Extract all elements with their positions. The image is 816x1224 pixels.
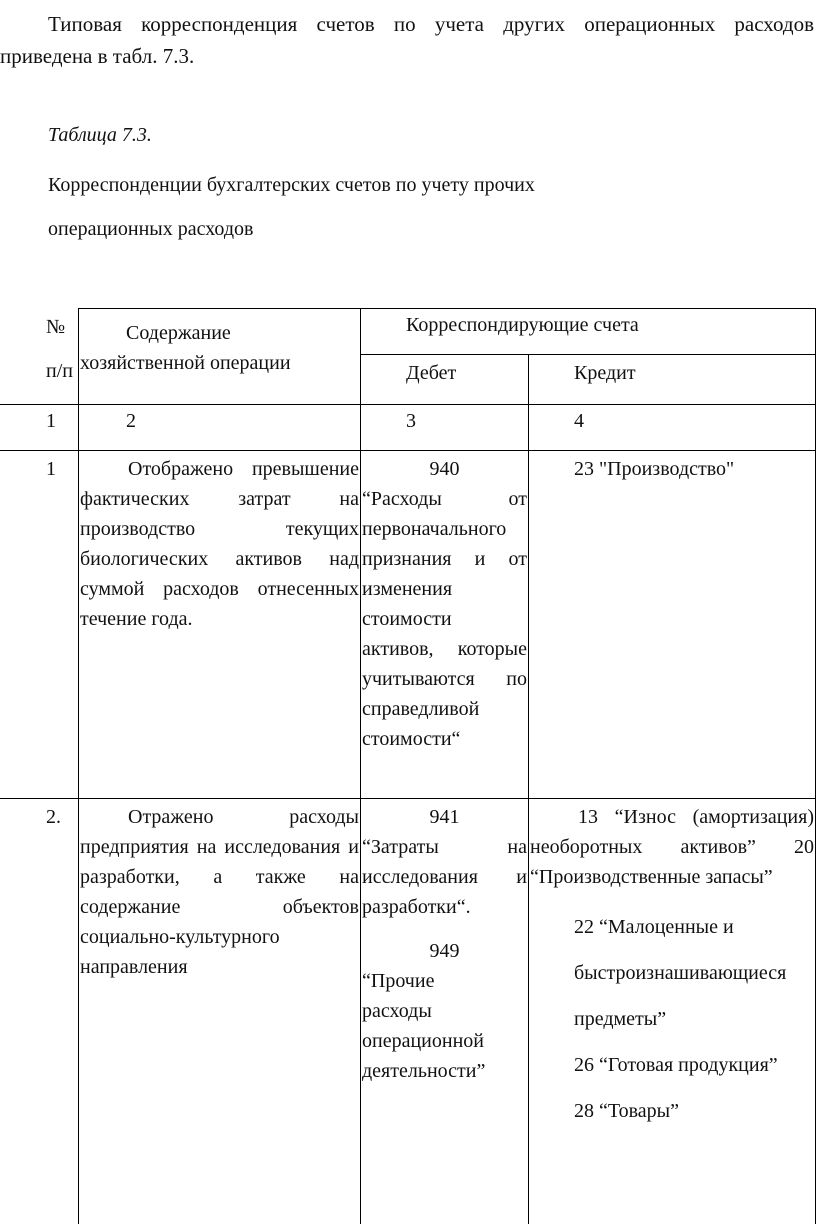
row1-credit: 23 "Производство" xyxy=(574,458,735,480)
col-divider-2 xyxy=(360,308,361,1224)
table-top-border xyxy=(78,308,816,309)
row1-bottom-border xyxy=(0,798,816,799)
accounts-header-divider xyxy=(360,354,816,355)
row2-debit-text-2: “Прочие расходы операционной деятельности” xyxy=(362,970,486,1082)
row2-debit-text-1: “Затраты на исследования и разработки“. xyxy=(362,836,527,918)
row2-credit-block: 13 “Износ (амортизация) необоротных активов” 20 “Производственные запасы” xyxy=(530,806,814,888)
header-debit: Дебет xyxy=(406,362,457,384)
intro-line-1: Типовая корреспонденция счетов по учета других операционных расходов xyxy=(48,12,814,36)
header-bottom-border xyxy=(0,404,816,405)
row2-credit-item-1: 22 “Малоценные и быстроизнашивающиеся предметы” xyxy=(574,916,787,1030)
header-content-line-2: хозяйственной операции xyxy=(80,352,291,374)
header-credit: Кредит xyxy=(574,362,636,384)
row2-credit-list xyxy=(574,904,814,1134)
colnum-3: 3 xyxy=(406,410,416,432)
colnum-4: 4 xyxy=(574,410,584,432)
row2-credit-item-2: 26 “Готовая продукция” xyxy=(574,1054,778,1076)
header-num-pp: п/п xyxy=(46,360,73,382)
header-num-sign: № xyxy=(46,316,66,338)
row1-debit xyxy=(362,454,527,754)
col-divider-3 xyxy=(528,354,529,1224)
intro-paragraph xyxy=(0,8,814,72)
row2-debit-code-1: 941 xyxy=(429,806,460,828)
col-divider-1 xyxy=(78,308,79,1224)
header-accounts: Корреспондирующие счета xyxy=(406,314,639,336)
row1-debit-code: 940 xyxy=(429,458,460,480)
colnum-1: 1 xyxy=(46,410,56,432)
row1-content: Отображено превышение фактических затрат на производство текущих биологических активов над суммой расходов отнесенных течение года. xyxy=(80,458,359,630)
intro-line-2: приведена в табл. 7.3. xyxy=(0,44,195,68)
row1-num: 1 xyxy=(46,458,56,480)
row1-debit-text: “Расходы от первоначального признания и от изменения стоимости активов, которые учитываются по справедливой стоимости“ xyxy=(362,488,527,750)
colnum-row-bottom-border xyxy=(0,450,816,451)
table-label: Таблица 7.3. xyxy=(48,124,152,146)
header-content-line-1: Содержание xyxy=(126,322,231,344)
row2-content: Отражено расходы предприятия на исследования и разработки, а также на содержание объектов социально-культурного направления xyxy=(80,806,359,978)
row2-credit-item-3: 28 “Товары” xyxy=(574,1100,679,1122)
table-title-line-1: Корреспонденции бухгалтерских счетов по учету прочих xyxy=(48,174,535,196)
colnum-2: 2 xyxy=(126,410,136,432)
row2-debit-code-2: 949 xyxy=(429,940,460,962)
row2-debit xyxy=(362,802,527,1086)
table-title-line-2: операционных расходов xyxy=(48,218,254,240)
row2-num: 2. xyxy=(46,806,61,828)
